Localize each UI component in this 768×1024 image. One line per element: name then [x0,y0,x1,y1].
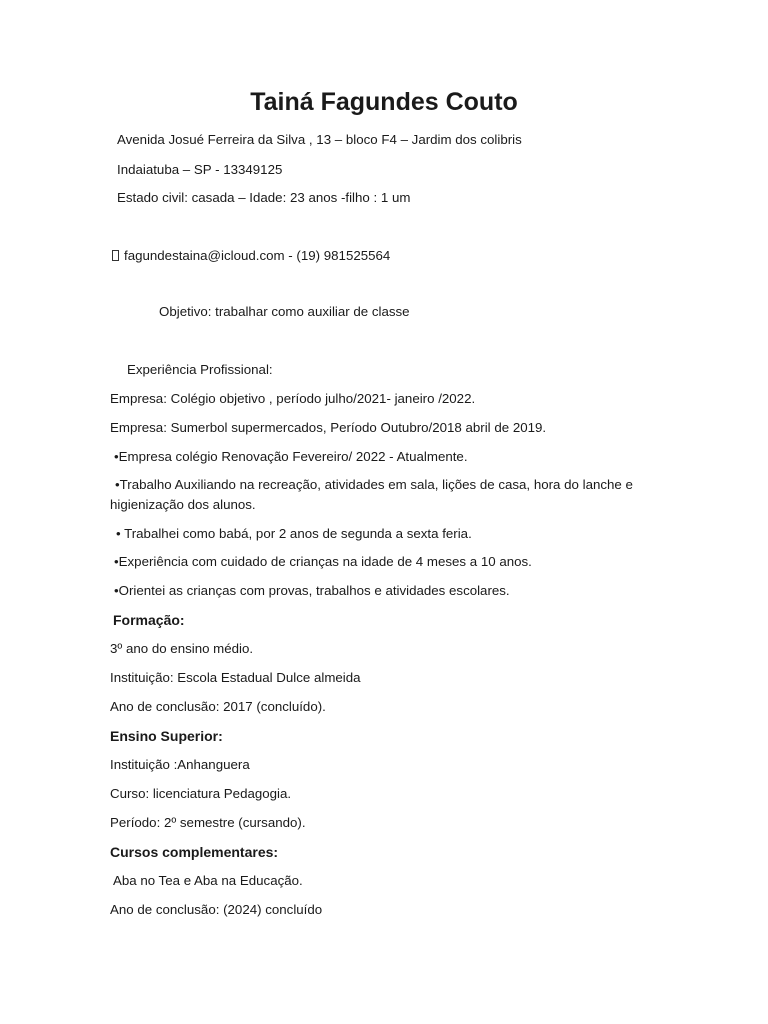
education-heading: Formação: [113,612,185,628]
personal-info: Estado civil: casada – Idade: 23 anos -filho : 1 um [117,190,411,205]
email-phone-text: fagundestaina@icloud.com - (19) 981525564 [124,248,391,263]
resume-name: Tainá Fagundes Couto [250,88,518,116]
experience-heading: Experiência Profissional: [127,362,273,377]
objective: Objetivo: trabalhar como auxiliar de classe [159,304,410,319]
higher-education-item: Curso: licenciatura Pedagogia. [110,786,292,801]
higher-education-item: Período: 2º semestre (cursando). [110,815,306,830]
course-item: Ano de conclusão: (2024) concluído [110,902,323,917]
education-item: Instituição: Escola Estadual Dulce almeida [110,670,361,685]
experience-item: •Trabalho Auxiliando na recreação, atividades em sala, lições de casa, hora do lanche e higienização dos alunos. [110,477,633,512]
address-line-2: Indaiatuba – SP - 13349125 [117,162,283,177]
experience-item: •Orientei as crianças com provas, trabalhos e atividades escolares. [114,583,510,598]
education-item: Ano de conclusão: 2017 (concluído). [110,699,326,714]
courses-heading: Cursos complementares: [110,844,279,860]
course-item: Aba no Tea e Aba na Educação. [110,873,303,888]
experience-item: •Experiência com cuidado de crianças na idade de 4 meses a 10 anos. [114,554,532,569]
higher-education-item: Instituição :Anhanguera [110,757,250,772]
higher-education-heading: Ensino Superior: [110,728,223,744]
envelope-icon [112,250,119,261]
experience-item: • Trabalhei como babá, por 2 anos de segunda a sexta feria. [116,526,472,541]
experience-item: •Empresa colégio Renovação Fevereiro/ 2022 - Atualmente. [114,449,468,464]
education-item: 3º ano do ensino médio. [110,641,254,656]
experience-item: Empresa: Colégio objetivo , período julho/2021- janeiro /2022. [110,391,476,406]
address-line-1: Avenida Josué Ferreira da Silva , 13 – bloco F4 – Jardim dos colibris [117,132,522,147]
experience-item: Empresa: Sumerbol supermercados, Período Outubro/2018 abril de 2019. [110,420,547,435]
email-phone-line [112,246,390,266]
